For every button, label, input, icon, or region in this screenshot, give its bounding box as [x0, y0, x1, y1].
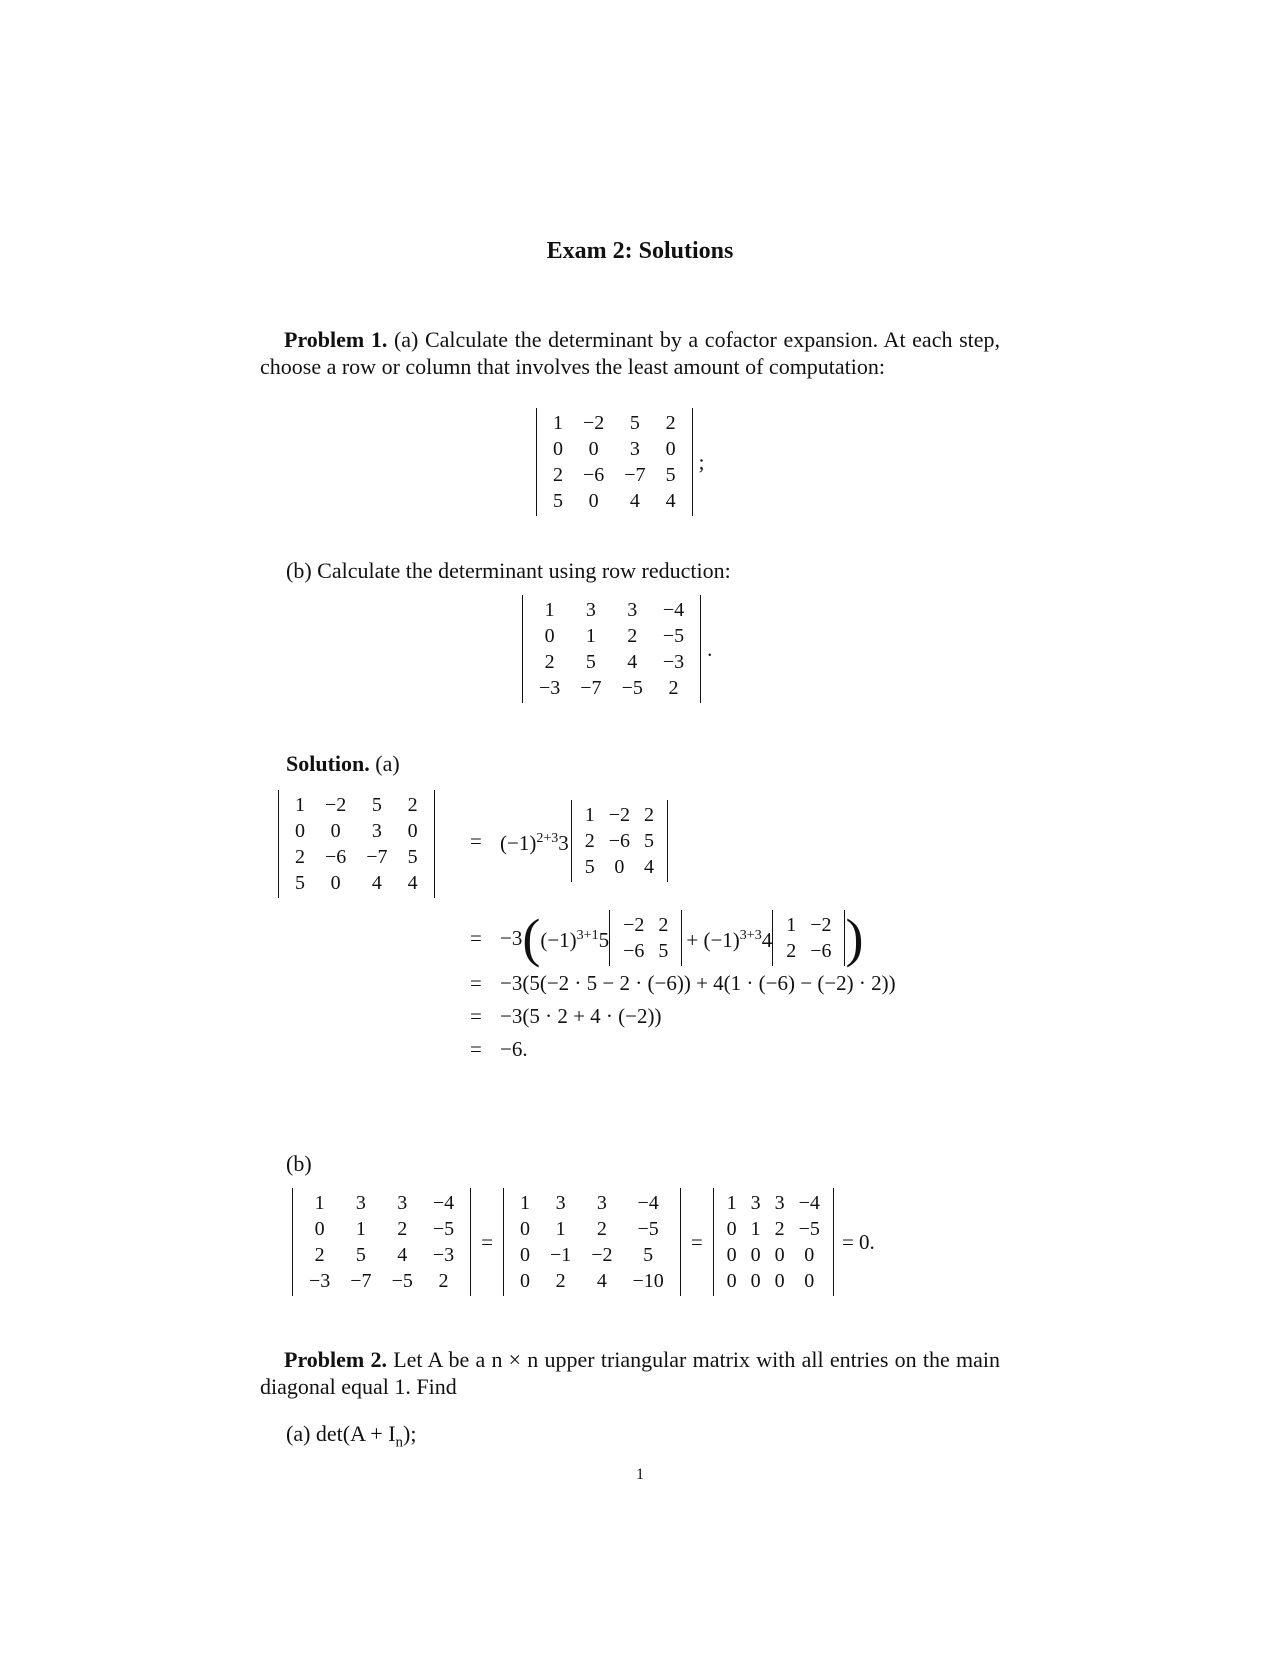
matrix-cell: 3: [596, 1191, 607, 1214]
matrix-cell: −7: [580, 676, 602, 699]
matrix-cell: −2: [608, 803, 631, 826]
matrix-cell: 4: [596, 1269, 607, 1292]
problem2-part-a-main: (a) det(A + I: [286, 1421, 396, 1446]
matrix-cell: −3: [432, 1243, 455, 1266]
matrix-cell: 5: [553, 489, 563, 512]
problem1-text: [260, 326, 1000, 380]
matrix-cell: 2: [553, 463, 563, 486]
matrix-cell: 3: [750, 1191, 761, 1214]
matrix-cell: −1: [549, 1243, 572, 1266]
problem2-part-a: [286, 1420, 416, 1456]
step5-expr: −6.: [500, 1037, 528, 1061]
matrix-cell: 4: [629, 489, 640, 512]
matrix-cell: −2: [810, 913, 832, 936]
matrix-a: [536, 408, 693, 516]
matrix-cell: 0: [750, 1243, 761, 1266]
matrix-cell: 0: [588, 489, 599, 512]
solution-part-a: (a): [375, 751, 400, 776]
matrix-cell: −5: [432, 1217, 455, 1240]
matrix-cell: 0: [614, 855, 625, 878]
eq-sign: =: [470, 970, 482, 995]
matrix-cell: −6: [583, 463, 605, 486]
matrix-cell: 2: [668, 676, 679, 699]
matrix-cell: −4: [662, 598, 685, 621]
matrix-cell: −4: [798, 1191, 820, 1214]
matrix-cell: 0: [314, 1217, 325, 1240]
minor3: [571, 800, 668, 882]
matrix-cell: −7: [350, 1269, 372, 1292]
matrix-cell: 2: [627, 624, 638, 647]
matrix-cell: 4: [644, 855, 655, 878]
matrix-cell: 0: [726, 1243, 737, 1266]
eq-sign: =: [470, 1036, 482, 1061]
matrix-cell: 1: [519, 1191, 530, 1214]
matrix-cell: 1: [585, 624, 596, 647]
matrix-cell: −10: [632, 1269, 664, 1292]
step1-tail: 3: [558, 831, 569, 855]
matrix-cell: 1: [726, 1191, 737, 1214]
matrix-cell: 1: [355, 1217, 366, 1240]
solution-heading: [286, 750, 400, 777]
matrix-cell: 1: [786, 913, 797, 936]
matrix-cell: −2: [591, 1243, 613, 1266]
problem2-part-a-end: );: [403, 1421, 417, 1446]
matrix-cell: 1: [314, 1191, 325, 1214]
matrix-a-display: [536, 408, 704, 516]
matrix-cell: 0: [726, 1269, 737, 1292]
matrix-cell: 1: [584, 803, 595, 826]
matrix-cell: 0: [588, 437, 599, 460]
open-paren: (: [522, 908, 541, 968]
close-paren: ): [845, 908, 864, 968]
matrix-cell: 0: [665, 437, 676, 460]
matrix-cell: 3: [627, 598, 638, 621]
matrix-cell: 2: [774, 1217, 785, 1240]
matrix-cell: 3: [774, 1191, 785, 1214]
matrix-cell: 5: [644, 829, 655, 852]
matrix-b-display: [522, 595, 712, 703]
matrix-cell: 2: [584, 829, 595, 852]
problem2-label: Problem 2.: [284, 1347, 387, 1372]
step2-t2-exp: 3+3: [739, 928, 762, 943]
step2-t1-exp: 3+1: [576, 928, 599, 943]
problem1-part-a-text: (a) Calculate the determinant by a cofactor expansion. At each step, choose a row or column that involves the least amount of computation:: [260, 327, 1001, 379]
page-title: Exam 2: Solutions: [546, 238, 734, 264]
matrix-cell: 3: [555, 1191, 566, 1214]
matrix-cell: 0: [544, 624, 555, 647]
matrix-cell: 0: [519, 1269, 530, 1292]
matrix-cell: −4: [432, 1191, 455, 1214]
matrix-cell: 0: [519, 1243, 530, 1266]
problem2-part-a-sub: n: [395, 1434, 404, 1451]
matrix-cell: −6: [623, 939, 645, 962]
matrix-cell: 4: [407, 871, 418, 894]
matrix-cell: 3: [397, 1191, 408, 1214]
matrix-cell: −5: [662, 624, 685, 647]
matrix-cell: 0: [295, 819, 305, 842]
matrix-cell: −5: [798, 1217, 820, 1240]
matrix-cell: 0: [726, 1217, 737, 1240]
minor2a: [609, 910, 682, 966]
matrix-cell: −3: [539, 676, 561, 699]
matrix-cell: −7: [366, 845, 388, 868]
matrix-cell: 5: [371, 793, 382, 816]
matrix-cell: 2: [407, 793, 418, 816]
matrix-cell: −2: [583, 411, 605, 434]
step1-coef-base: (−1): [500, 831, 537, 855]
step2-plus: + (−1): [686, 928, 740, 952]
rr-matrix-3: [713, 1188, 834, 1296]
matrix-cell: 3: [355, 1191, 366, 1214]
matrix-cell: 0: [553, 437, 563, 460]
matrix-cell: 1: [295, 793, 305, 816]
matrix-cell: 0: [519, 1217, 530, 1240]
matrix-cell: 1: [553, 411, 563, 434]
matrix-cell: 2: [397, 1217, 408, 1240]
matrix-cell: 0: [774, 1269, 785, 1292]
matrix-cell: 2: [786, 939, 797, 962]
matrix-cell: −6: [810, 939, 832, 962]
matrix-cell: 2: [555, 1269, 566, 1292]
matrix-cell: 0: [804, 1269, 815, 1292]
solution-step4: [470, 1001, 662, 1031]
matrix-cell: 5: [643, 1243, 654, 1266]
matrix-cell: 1: [555, 1217, 566, 1240]
matrix-cell: −3: [662, 650, 685, 673]
step2-t2-tail: 4: [761, 928, 773, 952]
matrix-cell: 0: [407, 819, 418, 842]
problem1-label: Problem 1.: [284, 327, 388, 352]
step4-expr: −3(5 · 2 + 4 · (−2)): [500, 1004, 662, 1028]
matrix-cell: 0: [330, 819, 341, 842]
matrix-cell: 2: [295, 845, 305, 868]
matrix-cell: 1: [544, 598, 555, 621]
matrix-cell: 5: [295, 871, 305, 894]
matrix-cell: 4: [665, 489, 676, 512]
matrix-cell: −2: [623, 913, 645, 936]
solution-matrix-a: [278, 790, 435, 903]
matrix-cell: 5: [585, 650, 596, 673]
matrix-cell: 0: [774, 1243, 785, 1266]
matrix-cell: −6: [608, 829, 631, 852]
matrix-cell: 5: [355, 1243, 366, 1266]
matrix-b: [522, 595, 701, 703]
matrix-cell: 4: [371, 871, 382, 894]
matrix-cell: 4: [627, 650, 638, 673]
step2-term2: [686, 921, 772, 955]
matrix-cell: −3: [309, 1269, 331, 1292]
rr-matrix-1: [292, 1188, 471, 1296]
matrix-cell: 2: [658, 913, 669, 936]
step3-expr: −3(5(−2 · 5 − 2 · (−6)) + 4(1 · (−6) − (−2) · 2)): [500, 971, 896, 995]
eq-sign: =: [470, 828, 482, 853]
matrix-cell: −5: [391, 1269, 413, 1292]
matrix-cell: 5: [584, 855, 595, 878]
problem2-text: [260, 1346, 1000, 1400]
matrix-cell: 0: [330, 871, 341, 894]
matrix-cell: 5: [658, 939, 669, 962]
step2-t1-tail: 5: [598, 928, 610, 952]
row-reduction: [292, 1188, 875, 1296]
eq-sign: =: [470, 1003, 482, 1028]
matrix-cell: 2: [665, 411, 676, 434]
step2-term1: [540, 921, 609, 955]
solution-step1: [470, 800, 668, 882]
matrix-b-end: .: [707, 636, 713, 661]
matrix-cell: 5: [407, 845, 418, 868]
rr-matrix-2: [503, 1188, 681, 1296]
matrix-cell: 2: [644, 803, 655, 826]
matrix-cell: 2: [544, 650, 555, 673]
matrix-cell: 2: [596, 1217, 607, 1240]
matrix-cell: 2: [314, 1243, 325, 1266]
rr-final: = 0.: [841, 1229, 875, 1254]
solution-matrix-a-det: [278, 790, 435, 898]
minor2b: [772, 910, 845, 966]
matrix-cell: 5: [629, 411, 640, 434]
matrix-cell: 0: [750, 1269, 761, 1292]
solution-part-b: (b): [286, 1151, 312, 1176]
eq-sign: =: [690, 1229, 703, 1254]
matrix-cell: −7: [624, 463, 646, 486]
matrix-cell: 3: [585, 598, 596, 621]
matrix-cell: 3: [371, 819, 382, 842]
matrix-cell: −6: [325, 845, 347, 868]
matrix-cell: −5: [621, 676, 643, 699]
solution-step3: [470, 968, 896, 998]
eq-sign: =: [470, 925, 482, 950]
matrix-cell: 5: [665, 463, 676, 486]
matrix-cell: 2: [438, 1269, 449, 1292]
matrix-cell: 4: [397, 1243, 408, 1266]
matrix-cell: 1: [750, 1217, 761, 1240]
step2-t1-base: (−1): [540, 928, 577, 952]
step2-lead: −3: [500, 926, 523, 950]
page-number: 1: [636, 1466, 644, 1483]
matrix-cell: −5: [637, 1217, 659, 1240]
step1-coef: [500, 824, 569, 858]
step1-exp: 2+3: [536, 831, 559, 846]
solution-step5: [470, 1034, 528, 1064]
problem1-part-b-text: (b) Calculate the determinant using row reduction:: [286, 558, 731, 583]
matrix-cell: −4: [637, 1191, 659, 1214]
solution-step2: [470, 910, 863, 966]
matrix-cell: −2: [325, 793, 347, 816]
problem2-body: Let A be a n × n upper triangular matrix with all entries on the main diagonal equal 1. Find: [260, 1347, 1001, 1399]
solution-label: Solution.: [286, 751, 370, 776]
eq-sign: =: [481, 1229, 493, 1254]
matrix-a-end: ;: [698, 449, 705, 474]
matrix-cell: 0: [804, 1243, 815, 1266]
matrix-cell: 3: [629, 437, 640, 460]
